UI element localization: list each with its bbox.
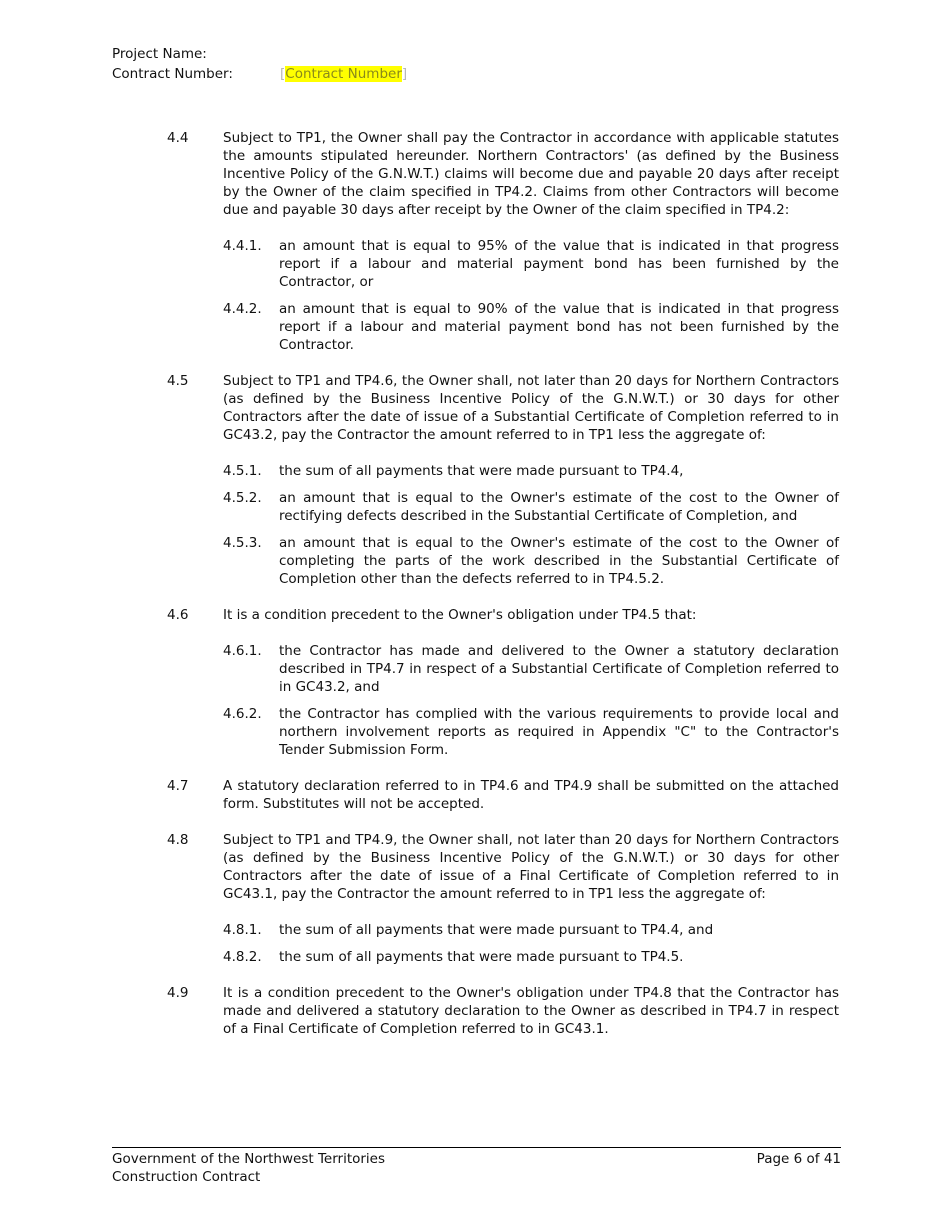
- clause-number: 4.6.2.: [223, 706, 262, 722]
- document-body: [167, 129, 839, 1056]
- clause-number: 4.8.2.: [223, 949, 262, 965]
- section-number: 4.7: [167, 778, 189, 794]
- clause-text: an amount that is equal to the Owner's estimate of the cost to the Owner of completing the parts of the work described in the Substantial Certificate of Completion other than the defects referred to in TP4.5.2.: [279, 535, 839, 587]
- section-text: Subject to TP1 and TP4.6, the Owner shall, not later than 20 days for Northern Contractors (as defined by the Business Incentive Policy of the G.N.W.T.) or 30 days for other Contractors after the date of issue of a Substantial Certificate of Completion referred to in GC43.2, pay the Contractor the amount referred to in TP1 less the aggregate of:: [223, 373, 839, 443]
- contract-number-field[interactable]: [280, 65, 407, 85]
- project-name-row: [112, 45, 840, 65]
- clause-number: 4.4.1.: [223, 238, 262, 254]
- section-4-7: [167, 777, 839, 813]
- clause-text: the sum of all payments that were made pursuant to TP4.4,: [279, 463, 684, 479]
- section-4-9: [167, 984, 839, 1038]
- clause-number: 4.4.2.: [223, 301, 262, 317]
- bracket-open: [: [280, 66, 286, 82]
- contract-number-value: Contract Number: [285, 66, 402, 82]
- bracket-close: ]: [401, 66, 408, 82]
- section-4-5: [167, 372, 839, 588]
- clause-text: an amount that is equal to 95% of the value that is indicated in that progress report if a labour and material payment bond has been furnished by the Contractor, or: [279, 238, 839, 290]
- section-text: A statutory declaration referred to in TP4.6 and TP4.9 shall be submitted on the attached form. Substitutes will not be accepted.: [223, 778, 839, 812]
- section-text: Subject to TP1 and TP4.9, the Owner shall, not later than 20 days for Northern Contractors (as defined by the Business Incentive Policy of the G.N.W.T.) or 30 days for other Contractors after the date of issue of a Final Certificate of Completion referred to in GC43.1, pay the Contractor the amount referred to in TP1 less the aggregate of:: [223, 832, 839, 902]
- clause-text: an amount that is equal to 90% of the value that is indicated in that progress report if a labour and material payment bond has not been furnished by the Contractor.: [279, 301, 839, 353]
- clause-number: 4.5.1.: [223, 463, 262, 479]
- clause-number: 4.6.1.: [223, 643, 262, 659]
- clause-number: 4.5.2.: [223, 490, 262, 506]
- document-header: [112, 45, 840, 85]
- clause-text: the Contractor has made and delivered to the Owner a statutory declaration described in TP4.7 in respect of a Substantial Certificate of Completion referred to in GC43.2, and: [279, 643, 839, 695]
- clause-text: the sum of all payments that were made pursuant to TP4.5.: [279, 949, 684, 965]
- contract-number-row: [112, 65, 840, 85]
- footer-doc-title: Construction Contract: [112, 1169, 261, 1185]
- footer-org: Government of the Northwest Territories: [112, 1151, 386, 1167]
- section-4-8: [167, 831, 839, 966]
- document-footer: [112, 1147, 841, 1186]
- section-4-4: [167, 129, 839, 354]
- section-number: 4.9: [167, 985, 189, 1001]
- section-number: 4.6: [167, 607, 189, 623]
- clause-number: 4.8.1.: [223, 922, 262, 938]
- section-text: It is a condition precedent to the Owner's obligation under TP4.5 that:: [223, 607, 697, 623]
- clause-text: an amount that is equal to the Owner's estimate of the cost to the Owner of rectifying defects described in the Substantial Certificate of Completion, and: [279, 490, 839, 524]
- page-number: Page 6 of 41: [756, 1151, 841, 1167]
- section-number: 4.4: [167, 130, 189, 146]
- section-4-6: [167, 606, 839, 759]
- project-name-label: Project Name:: [112, 46, 207, 62]
- section-text: Subject to TP1, the Owner shall pay the Contractor in accordance with applicable statutes the amounts stipulated hereunder. Northern Contractors' (as defined by the Business Incentive Policy of the G.N.W.T.) claims will become due and payable 20 days after receipt by the Owner of the claim specified in TP4.2. Claims from other Contractors will become due and payable 30 days after receipt by the Owner of the claim specified in TP4.2:: [223, 130, 839, 218]
- clause-number: 4.5.3.: [223, 535, 262, 551]
- clause-text: the Contractor has complied with the various requirements to provide local and northern involvement reports as required in Appendix "C" to the Contractor's Tender Submission Form.: [279, 706, 839, 758]
- section-number: 4.5: [167, 373, 189, 389]
- section-text: It is a condition precedent to the Owner's obligation under TP4.8 that the Contractor has made and delivered a statutory declaration to the Owner as described in TP4.7 in respect of a Final Certificate of Completion referred to in GC43.1.: [223, 985, 839, 1037]
- section-number: 4.8: [167, 832, 189, 848]
- contract-number-label: Contract Number:: [112, 66, 233, 82]
- clause-text: the sum of all payments that were made pursuant to TP4.4, and: [279, 922, 714, 938]
